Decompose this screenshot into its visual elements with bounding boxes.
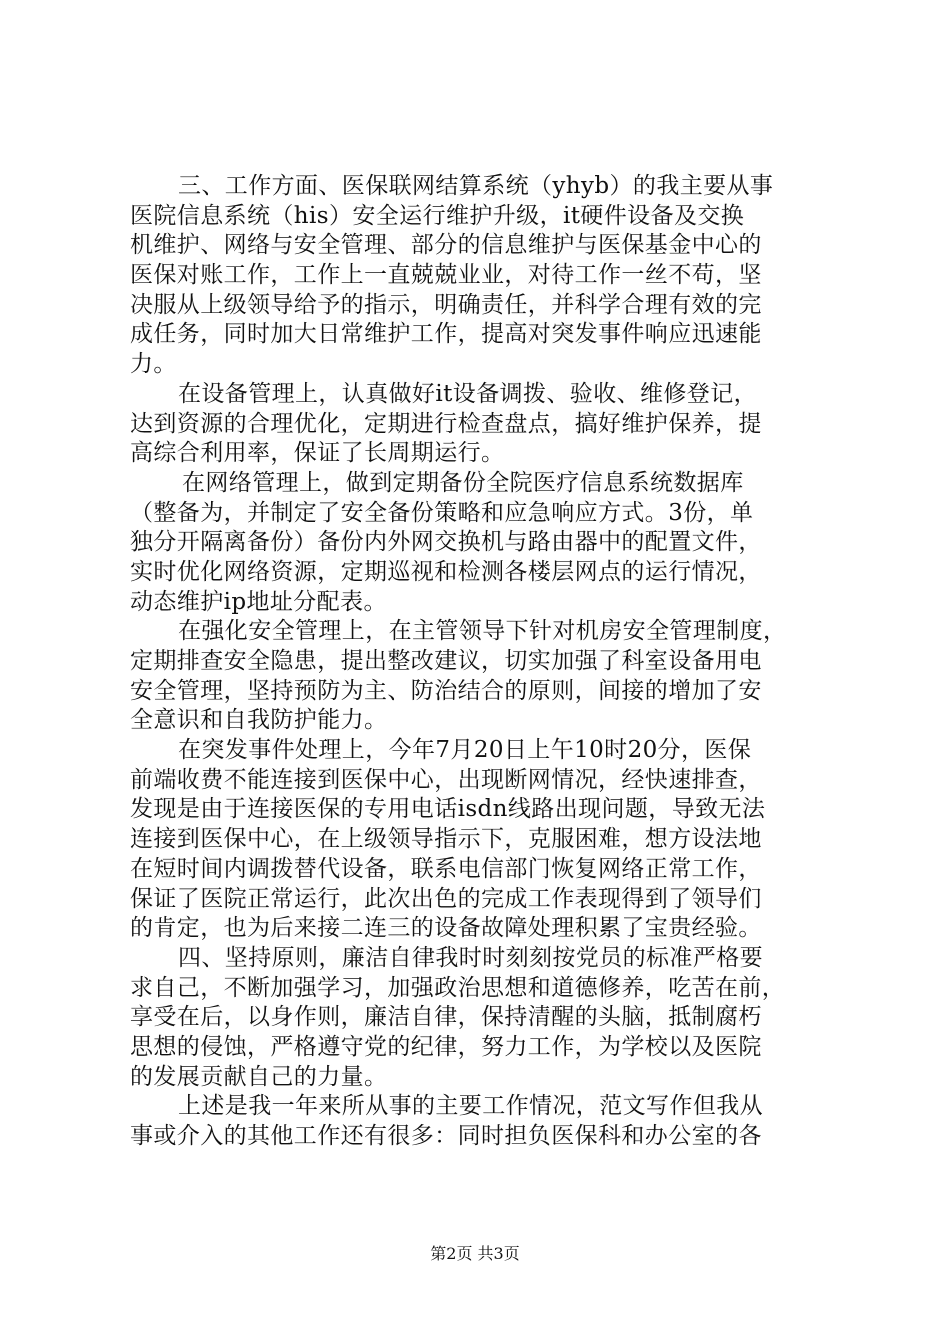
paragraph-line: 在网络管理上，做到定期备份全院医疗信息系统数据库 — [182, 469, 744, 496]
paragraph-line: 享受在后，以身作则，廉洁自律，保持清醒的头脑，抵制腐朽 — [130, 1004, 762, 1031]
paragraph-line: 实时优化网络资源，定期巡视和检测各楼层网点的运行情况， — [130, 558, 762, 585]
paragraph-line: 在强化安全管理上，在主管领导下针对机房安全管理制度， — [178, 618, 787, 645]
paragraph-line: 高综合利用率，保证了长周期运行。 — [130, 440, 505, 467]
paragraph-line: 的肯定，也为后来接二连三的设备故障处理积累了宝贵经验。 — [130, 915, 762, 942]
paragraph-line: 医院信息系统（his）安全运行维护升级，it硬件设备及交换 — [130, 202, 745, 229]
paragraph-line: 的发展贡献自己的力量。 — [130, 1063, 388, 1090]
paragraph-line: 连接到医保中心，在上级领导指示下，克服困难，想方设法地 — [130, 826, 762, 853]
document-body — [130, 172, 835, 1152]
paragraph-line: 发现是由于连接医保的专用电话isdn线路出现问题，导致无法 — [130, 796, 766, 823]
paragraph-line: 保证了医院正常运行，此次出色的完成工作表现得到了领导们 — [130, 885, 762, 912]
paragraph-line: 医保对账工作，工作上一直兢兢业业，对待工作一丝不苟，坚 — [130, 262, 762, 289]
paragraph-line: 在设备管理上，认真做好it设备调拨、验收、维修登记， — [178, 380, 757, 407]
paragraph-line: 在突发事件处理上，今年7月20日上午10时20分，医保 — [178, 737, 752, 764]
paragraph-line: 动态维护ip地址分配表。 — [130, 588, 387, 615]
paragraph-line: 前端收费不能连接到医保中心，出现断网情况，经快速排查， — [130, 766, 762, 793]
paragraph-line: 求自己，不断加强学习，加强政治思想和道德修养，吃苦在前， — [130, 974, 786, 1001]
paragraph-line: （整备为，并制定了安全备份策略和应急响应方式。3份，单 — [130, 499, 754, 526]
paragraph-line: 在短时间内调拨替代设备，联系电信部门恢复网络正常工作， — [130, 855, 762, 882]
paragraph-line: 安全管理，坚持预防为主、防治结合的原则，间接的增加了安 — [130, 677, 762, 704]
page-number-footer: 第2页 共3页 — [430, 1244, 520, 1263]
paragraph-line: 事或介入的其他工作还有很多：同时担负医保科和办公室的各 — [130, 1123, 762, 1149]
paragraph-line: 成任务，同时加大日常维护工作，提高对突发事件响应迅速能 — [130, 321, 762, 348]
paragraph-line: 机维护、网络与安全管理、部分的信息维护与医保基金中心的 — [130, 232, 762, 259]
paragraph-line: 达到资源的合理优化，定期进行检查盘点，搞好维护保养，提 — [130, 410, 762, 437]
paragraph-line: 力。 — [130, 351, 177, 378]
paragraph-line: 四、坚持原则，廉洁自律我时时刻刻按党员的标准严格要 — [178, 944, 763, 971]
paragraph-line: 定期排查安全隐患，提出整改建议，切实加强了科室设备用电 — [130, 648, 762, 674]
paragraph-line: 思想的侵蚀，严格遵守党的纪律，努力工作，为学校以及医院 — [130, 1033, 762, 1060]
paragraph-line: 全意识和自我防护能力。 — [130, 707, 388, 734]
paragraph-line: 决服从上级领导给予的指示，明确责任，并科学合理有效的完 — [130, 291, 762, 318]
paragraph-line: 三、工作方面、医保联网结算系统（yhyb）的我主要从事 — [178, 173, 774, 199]
paragraph-line: 上述是我一年来所从事的主要工作情况，范文写作但我从 — [178, 1093, 763, 1120]
paragraph-line: 独分开隔离备份）备份内外网交换机与路由器中的配置文件， — [130, 529, 762, 556]
